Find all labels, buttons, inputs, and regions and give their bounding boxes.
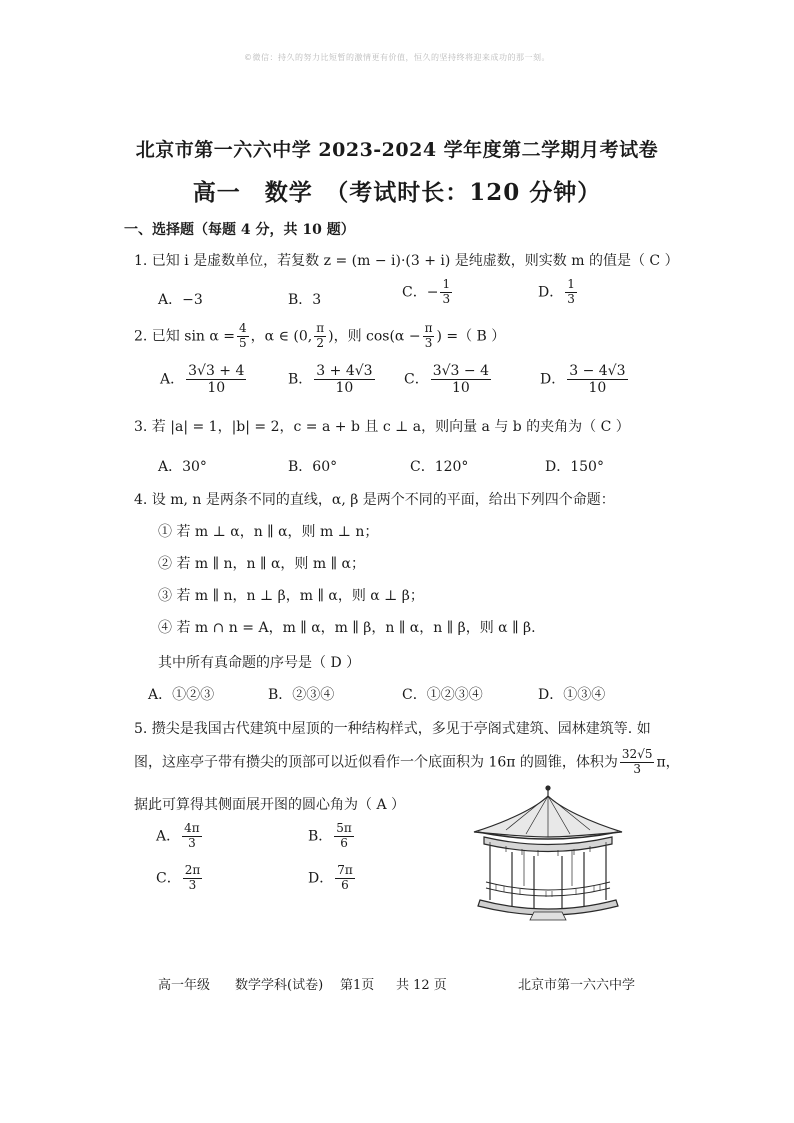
numerator: 4π: [184, 821, 200, 835]
footer-school: 北京市第一六六中学: [518, 978, 636, 993]
denominator: 3: [424, 335, 433, 350]
question-2-option-c: [404, 363, 493, 396]
numerator: 3√3 − 4: [432, 363, 489, 379]
numerator: 3 + 4√3: [316, 363, 373, 379]
footer-subject: 数学学科(试卷): [235, 978, 324, 993]
denominator: 6: [340, 835, 348, 850]
question-4-proposition-2: ② 若 m ∥ n，n ∥ α，则 m ∥ α；: [158, 556, 365, 572]
question-3-option-a: A．30°: [158, 459, 207, 475]
fraction: [567, 363, 627, 396]
question-5-option-a: [156, 822, 204, 851]
fraction: [182, 822, 202, 851]
fraction: [620, 748, 655, 777]
option-label: A．: [156, 828, 181, 845]
question-1-option-d: [538, 278, 579, 307]
question-4-proposition-1: ① 若 m ⊥ α，n ∥ α，则 m ⊥ n；: [158, 524, 379, 540]
text: 图，这座亭子带有攒尖的顶部可以近似看作一个底面积为 16π 的圆锥，体积为: [134, 754, 618, 771]
option-label: C．: [156, 870, 181, 887]
denominator: 6: [341, 877, 349, 892]
denominator: 3: [633, 761, 642, 776]
fraction: [335, 864, 355, 893]
numerator: 1: [567, 277, 575, 291]
fraction: [186, 363, 246, 396]
question-4-proposition-3: ③ 若 m ∥ n，n ⊥ β，m ∥ α，则 α ⊥ β；: [158, 588, 424, 604]
fraction: [183, 864, 203, 893]
denominator: 10: [207, 380, 226, 397]
question-4-option-d: D．①③④: [538, 687, 606, 703]
question-4-option-c: C．①②③④: [402, 687, 483, 703]
numerator: 32√5: [621, 747, 653, 761]
fraction: [237, 322, 249, 351]
exam-title: 北京市第一六六中学 2023-2024 学年度第二学期月考试卷: [135, 139, 659, 161]
question-4-proposition-4: ④ 若 m ∩ n = A，m ∥ α，m ∥ β，n ∥ α，n ∥ β，则 α ∥ β.: [158, 620, 536, 636]
text: ，α ∈ (0,: [250, 328, 313, 345]
question-5-option-d: [308, 864, 357, 893]
numerator: 3 − 4√3: [569, 363, 626, 379]
fraction: [334, 822, 354, 851]
denominator: 10: [588, 380, 607, 397]
option-label: B．: [288, 371, 313, 388]
question-3-option-b: B．60°: [288, 459, 338, 475]
numerator: π: [424, 321, 433, 335]
question-2-stem: [134, 322, 505, 351]
denominator: 3: [188, 835, 196, 850]
footer-grade: 高一年级: [158, 978, 211, 993]
option-label: C．−: [402, 284, 439, 301]
question-4-ask: 其中所有真命题的序号是（ D ）: [158, 655, 361, 671]
fraction: [440, 278, 452, 307]
fraction: [314, 363, 374, 396]
question-1-stem: 1. 已知 i 是虚数单位，若复数 z = (m − i)·(3 + i) 是纯虚数，则实数 m 的值是（ C ）: [134, 253, 679, 269]
pavilion-illustration: [466, 782, 628, 922]
option-label: C．: [404, 371, 429, 388]
question-1-option-c: [402, 278, 454, 307]
option-label: B．: [308, 828, 333, 845]
question-5-option-b: [308, 822, 356, 851]
text: π，: [656, 754, 680, 771]
denominator: 10: [451, 380, 470, 397]
footer-page: 第1页: [340, 978, 375, 993]
denominator: 5: [239, 335, 247, 350]
question-4-stem: 4. 设 m, n 是两条不同的直线，α, β 是两个不同的平面，给出下列四个命题：: [134, 492, 615, 508]
option-label: D．: [538, 284, 564, 301]
fraction: [565, 278, 577, 307]
question-2-option-d: [540, 363, 630, 396]
numerator: π: [316, 321, 325, 335]
footer-total-pages: 共 12 页: [396, 978, 447, 993]
question-1-option-b: B．3: [288, 292, 322, 308]
watermark: ©微信：持久的努力比短暂的激情更有价值，恒久的坚持终将迎来成功的那一刻。: [244, 53, 550, 62]
denominator: 3: [188, 877, 197, 892]
numerator: 4: [239, 321, 247, 335]
denominator: 10: [335, 380, 354, 397]
question-3-option-c: C．120°: [410, 459, 469, 475]
question-4-option-a: A．①②③: [148, 687, 215, 703]
fraction: [431, 363, 491, 396]
question-5-option-c: [156, 864, 204, 893]
text: )，则 cos(α −: [328, 328, 421, 345]
question-5-line-2: [134, 748, 680, 777]
question-3-stem: 3. 若 |a| = 1，|b| = 2，c = a + b 且 c ⊥ a，则向量 a 与 b 的夹角为（ C ）: [134, 419, 630, 435]
section-heading: 一、选择题（每题 4 分，共 10 题）: [124, 222, 355, 238]
question-1-option-a: A．−3: [158, 292, 203, 308]
question-2-option-a: [160, 363, 248, 396]
question-5-line-1: 5. 攒尖是我国古代建筑中屋顶的一种结构样式，多见于亭阁式建筑、园林建筑等. 如: [134, 721, 651, 737]
fraction: [314, 322, 326, 351]
exam-subtitle: 高一 数学 （考试时长：120 分钟）: [192, 179, 602, 206]
question-3-option-d: D．150°: [545, 459, 604, 475]
option-label: D．: [308, 870, 334, 887]
denominator: 3: [442, 291, 451, 306]
option-label: A．: [160, 371, 185, 388]
question-4-option-b: B．②③④: [268, 687, 335, 703]
question-2-option-b: [288, 363, 377, 396]
numerator: 3√3 + 4: [188, 363, 245, 379]
fraction: [423, 322, 435, 351]
option-label: D．: [540, 371, 566, 388]
numerator: 5π: [336, 821, 352, 835]
numerator: 1: [442, 277, 451, 291]
denominator: 3: [567, 291, 575, 306]
denominator: 2: [316, 335, 324, 350]
text: 2. 已知 sin α =: [134, 328, 236, 345]
numerator: 7π: [337, 863, 353, 877]
question-5-line-3: 据此可算得其侧面展开图的圆心角为（ A ）: [134, 797, 406, 813]
numerator: 2π: [184, 863, 201, 877]
text: ) =（ B ）: [436, 328, 506, 345]
